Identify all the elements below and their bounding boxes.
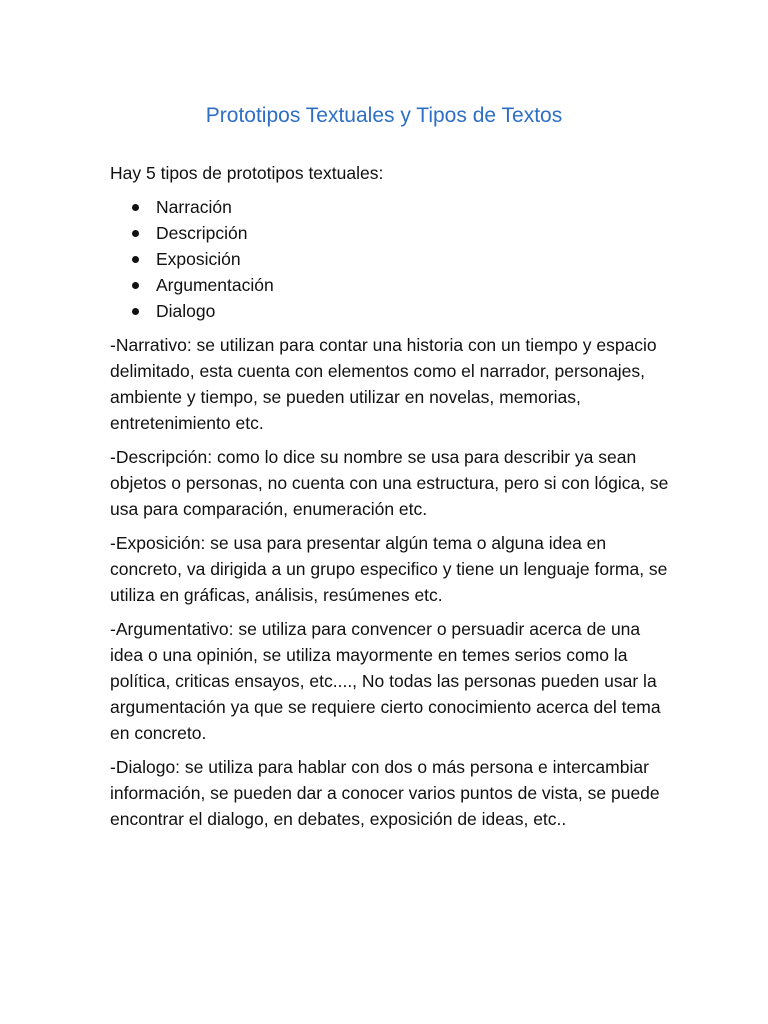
- bullet-icon: [132, 282, 139, 289]
- prototype-list: [110, 194, 670, 324]
- list-item: [110, 220, 670, 246]
- list-item-label: Argumentación: [156, 275, 274, 295]
- list-item: [110, 298, 670, 324]
- list-item: [110, 246, 670, 272]
- paragraph-argumentativo: -Argumentativo: se utiliza para convencer o persuadir acerca de una idea o una opinión, se utiliza mayormente en temes serios como la política, criticas ensayos, etc...., No todas las personas pueden usar la argumentación ya que se requiere cierto conocimiento acerca del tema en concreto.: [110, 619, 661, 743]
- paragraph-dialogo: -Dialogo: se utiliza para hablar con dos o más persona e intercambiar información, se pueden dar a conocer varios puntos de vista, se puede encontrar el dialogo, en debates, exposición de ideas, etc..: [110, 757, 660, 829]
- bullet-icon: [132, 230, 139, 237]
- list-item-label: Exposición: [156, 249, 241, 269]
- list-item-label: Narración: [156, 197, 232, 217]
- document-body: [110, 160, 670, 840]
- list-item-label: Descripción: [156, 223, 248, 243]
- list-item-label: Dialogo: [156, 301, 216, 321]
- document-title: Prototipos Textuales y Tipos de Textos: [205, 104, 563, 127]
- paragraph-descripcion: -Descripción: como lo dice su nombre se usa para describir ya sean objetos o personas, no cuenta con una estructura, pero si con lógica, se usa para comparación, enumeración etc.: [110, 447, 669, 519]
- bullet-icon: [132, 204, 139, 211]
- list-item: [110, 272, 670, 298]
- bullet-icon: [132, 308, 139, 315]
- list-item: [110, 194, 670, 220]
- bullet-icon: [132, 256, 139, 263]
- paragraph-narrativo: -Narrativo: se utilizan para contar una historia con un tiempo y espacio delimitado, esta cuenta con elementos como el narrador, personajes, ambiente y tiempo, se pueden utilizar en novelas, memorias, entretenimiento etc.: [110, 335, 657, 433]
- intro-text: Hay 5 tipos de prototipos textuales:: [110, 163, 384, 183]
- paragraph-exposicion: -Exposición: se usa para presentar algún tema o alguna idea en concreto, va dirigida a un grupo especifico y tiene un lenguaje forma, se utiliza en gráficas, análisis, resúmenes etc.: [110, 533, 668, 605]
